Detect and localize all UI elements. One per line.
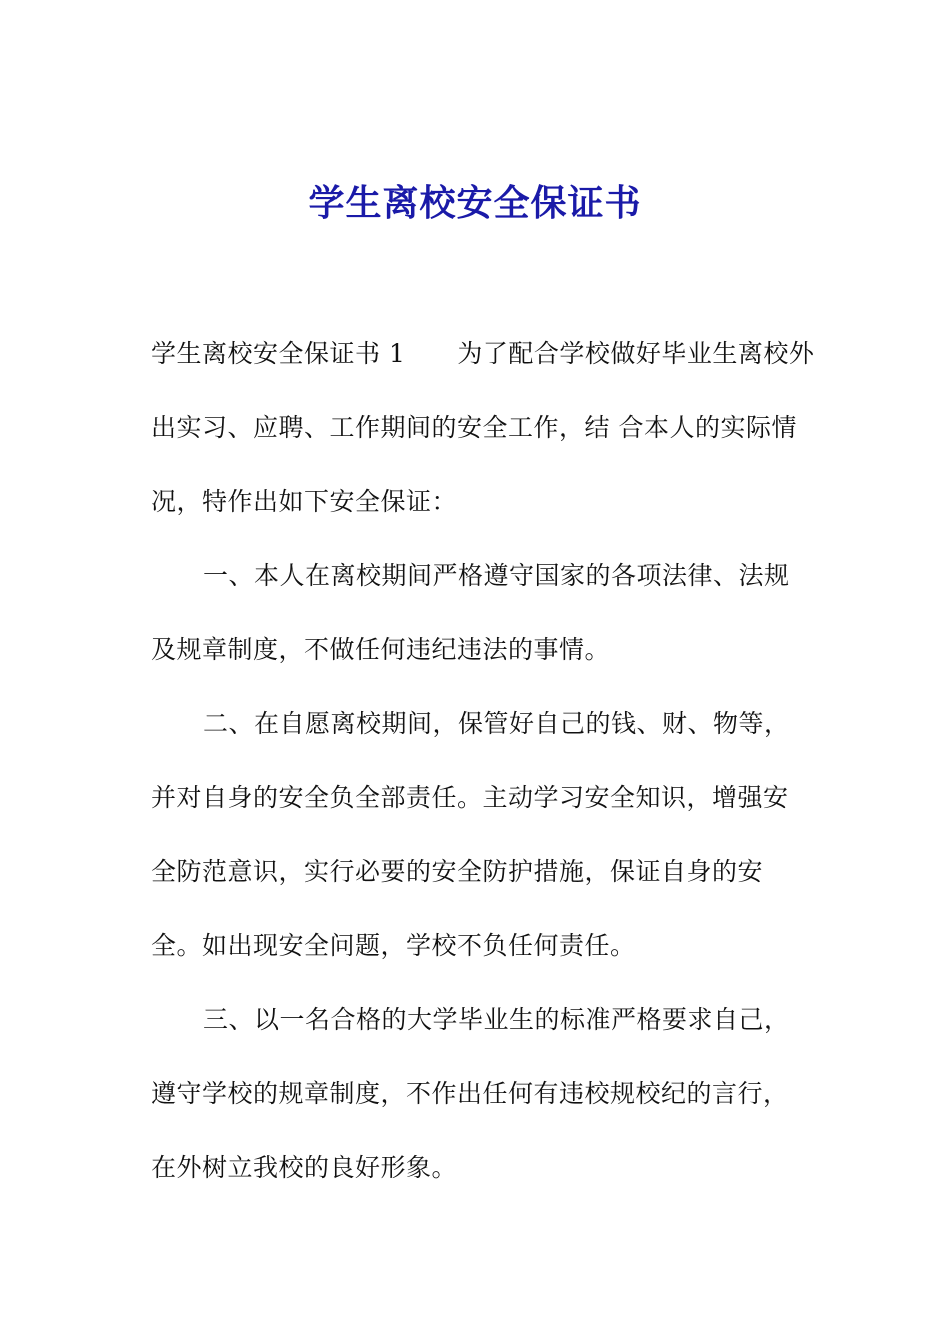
text-line: 出实习、应聘、工作期间的安全工作，结 合本人的实际情 (151, 413, 797, 442)
text-line (151, 336, 831, 372)
text-run: 为了配合学校做好毕业生离校外 (457, 339, 815, 368)
text-line: 况，特作出如下安全保证： (151, 487, 458, 516)
document-title: 学生离校安全保证书 (308, 182, 642, 224)
text-line: 及规章制度，不做任何违纪违法的事情。 (151, 635, 611, 664)
text-line: 全。如出现安全问题，学校不负任何责任。 (151, 931, 636, 960)
text-line: 二、在自愿离校期间，保管好自己的钱、财、物等， (203, 709, 790, 738)
text-line: 全防范意识，实行必要的安全防护措施，保证自身的安 (151, 857, 764, 886)
heading-inline: 学生离校安全保证书 1 (151, 339, 406, 368)
text-line: 遵守学校的规章制度，不作出任何有违校规校纪的言行， (151, 1079, 789, 1108)
text-line: 三、以一名合格的大学毕业生的标准严格要求自己， (203, 1005, 790, 1034)
text-line: 在外树立我校的良好形象。 (151, 1153, 458, 1182)
text-line: 并对自身的安全负全部责任。主动学习安全知识，增强安 (151, 783, 789, 812)
text-line: 一、本人在离校期间严格遵守国家的各项法律、法规 (203, 561, 790, 590)
